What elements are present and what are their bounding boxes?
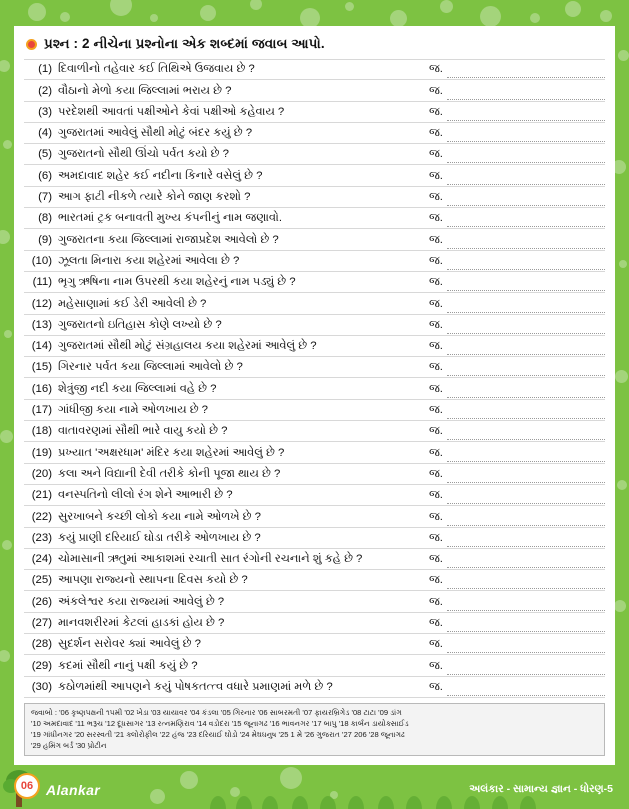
bubble-decor <box>615 370 628 383</box>
answer-blank-line[interactable] <box>447 555 605 568</box>
question-text: કદમાં સૌથી નાનું પક્ષી કયું છે ? <box>58 659 198 672</box>
question-text: પ્રખ્યાત 'અક્ષરધામ' મંદિર કયા શહેરમાં આવેલું છે ? <box>58 446 285 459</box>
bubble-decor <box>3 140 12 149</box>
question-text: વનસ્પતિનો લીલો રંગ શેને આભારી છે ? <box>58 489 233 502</box>
question-number: (24) <box>31 553 52 566</box>
question-text: ગુજરાતના કયા જિલ્લામાં રાજાપ્રદેશ આવેલો છે ? <box>58 233 279 246</box>
answer-blank-line[interactable] <box>447 619 605 632</box>
answer-label: જ. <box>429 425 443 438</box>
answer-blank-line[interactable] <box>447 300 605 313</box>
question-text: માનવશરીરમાં કેટલાં હાડકાં હોય છે ? <box>58 617 225 630</box>
question-row <box>24 251 605 272</box>
answer-blank-line[interactable] <box>447 129 605 142</box>
answer-label: જ. <box>429 148 443 161</box>
bubble-decor <box>110 0 132 16</box>
question-row <box>24 144 605 165</box>
question-number: (29) <box>31 659 52 672</box>
question-number: (12) <box>31 297 52 310</box>
question-text: શેત્રુંજી નદી કયા જિલ્લામાં વહે છે ? <box>58 382 217 395</box>
question-row <box>24 464 605 485</box>
question-number: (9) <box>38 233 52 246</box>
question-row <box>24 485 605 506</box>
question-number: (18) <box>31 425 52 438</box>
page-border-top <box>0 0 629 26</box>
bubble-decor <box>0 60 10 72</box>
question-text: સુરખાબને કચ્છી લોકો કયા નામે ઓળખે છે ? <box>58 510 261 523</box>
question-text: વૌઠાનો મેળો કયા જિલ્લામાં ભરાય છે ? <box>58 84 232 97</box>
question-number: (17) <box>31 404 52 417</box>
question-text: ગાંધીજી કયા નામે ઓળખાય છે ? <box>58 404 209 417</box>
answer-label: જ. <box>429 489 443 502</box>
question-row <box>24 549 605 570</box>
bubble-decor <box>150 14 158 22</box>
answer-blank-line[interactable] <box>447 363 605 376</box>
question-text: કલા અને વિદ્યાની દેવી તરીકે કોની પૂજા થાય છે ? <box>58 467 281 480</box>
bubble-decor <box>345 2 354 11</box>
brand-logo: Alankar <box>46 782 101 798</box>
question-text: વાતાવરણમાં સૌથી ભારે વાયુ કયો છે ? <box>58 425 228 438</box>
question-number: (23) <box>31 531 52 544</box>
page-footer <box>0 765 629 809</box>
page-border-left <box>0 0 14 809</box>
answer-field[interactable] <box>429 231 605 249</box>
bubble-decor <box>615 160 626 174</box>
answer-blank-line[interactable] <box>447 150 605 163</box>
answer-blank-line[interactable] <box>447 640 605 653</box>
answer-field[interactable] <box>429 316 605 334</box>
question-number: (26) <box>31 595 52 608</box>
answer-label: જ. <box>429 680 443 693</box>
question-text: ગુજરાતમાં આવેલું સૌથી મોટું બંદર કયું છે ? <box>58 127 253 140</box>
answer-field[interactable] <box>429 60 605 78</box>
answer-label: જ. <box>429 446 443 459</box>
answer-label: જ. <box>429 105 443 118</box>
question-number: (10) <box>31 254 52 267</box>
question-number: (2) <box>38 84 52 97</box>
question-text: આગ ફાટી નીકળે ત્યારે કોને જાણ કરશો ? <box>58 191 251 204</box>
page-number-badge: 06 <box>14 773 40 799</box>
answer-blank-line[interactable] <box>447 385 605 398</box>
question-text: ચોમાસાની ઋતુમાં આકાશમાં રચાતી સાત રંગોની રચનાને શું કહે છે ? <box>58 553 363 566</box>
answer-label: જ. <box>429 340 443 353</box>
answer-blank-line[interactable] <box>447 576 605 589</box>
question-text: આપણા રાજ્યનો સ્થાપના દિવસ કયો છે ? <box>58 574 248 587</box>
bubble-decor <box>250 0 262 10</box>
bubble-decor <box>0 230 10 244</box>
answer-label: જ. <box>429 617 443 630</box>
question-row <box>24 123 605 144</box>
answer-field[interactable] <box>429 188 605 206</box>
answer-key-line: '19 ગાંધીનગર '20 સરસ્વતી '21 ક્લોરોફીલ '22 હંજ '23 દરિયાઈ ઘોડો '24 મેઘધનુષ '25 1 મે '26 ગુજરાત '27 206 '28 જૂનાગઢ <box>31 729 405 739</box>
bubble-decor <box>0 430 13 443</box>
answer-key-box <box>24 703 605 756</box>
bullet-icon <box>26 39 37 50</box>
answer-key-line: જવાબો : '06 કૃષ્ણપક્ષની ૧૫મી '02 ખેડા '03 યાયાવર '04 કંડલા '05 ગિરનાર '06 સાબરમતી '07 ફાયરબ્રિગેડ '08 ટાટા '09 ડાંગ <box>31 707 402 717</box>
question-row <box>24 591 605 612</box>
answer-blank-line[interactable] <box>447 65 605 78</box>
answer-blank-line[interactable] <box>447 87 605 100</box>
answer-blank-line[interactable] <box>447 236 605 249</box>
question-number: (25) <box>31 574 52 587</box>
answer-blank-line[interactable] <box>447 406 605 419</box>
answer-label: જ. <box>429 84 443 97</box>
answer-blank-line[interactable] <box>447 534 605 547</box>
answer-label: જ. <box>429 659 443 672</box>
answer-blank-line[interactable] <box>447 342 605 355</box>
answer-field[interactable] <box>429 167 605 185</box>
answer-field[interactable] <box>429 358 605 376</box>
answer-field[interactable] <box>429 635 605 653</box>
question-number: (14) <box>31 340 52 353</box>
question-row <box>24 229 605 250</box>
worksheet-content <box>14 26 615 765</box>
question-row <box>24 506 605 527</box>
question-text: ગુજરાતનો સૌથી ઊંચો પર્વત કયો છે ? <box>58 148 229 161</box>
question-text: દિવાળીનો તહેવાર કઈ તિથિએ ઉજવાય છે ? <box>58 63 255 76</box>
question-row <box>24 59 605 80</box>
answer-blank-line[interactable] <box>447 321 605 334</box>
answer-blank-line[interactable] <box>447 257 605 270</box>
bubble-decor <box>615 600 626 612</box>
answer-field[interactable] <box>429 273 605 291</box>
answer-blank-line[interactable] <box>447 172 605 185</box>
answer-label: જ. <box>429 276 443 289</box>
answer-field[interactable] <box>429 401 605 419</box>
question-row <box>24 208 605 229</box>
answer-key-line: '29 હમિંગ બર્ડ '30 પ્રોટીન <box>31 740 107 750</box>
answer-field[interactable] <box>429 252 605 270</box>
answer-blank-line[interactable] <box>447 513 605 526</box>
question-row <box>24 187 605 208</box>
question-row <box>24 80 605 101</box>
answer-label: જ. <box>429 233 443 246</box>
question-text: સુદર્શન સરોવર ક્યાં આવેલું છે ? <box>58 638 201 651</box>
bubble-decor <box>440 0 453 13</box>
question-text: ગુજરાતનો ઇતિહાસ કોણે લખ્યો છે ? <box>58 318 222 331</box>
answer-field[interactable] <box>429 465 605 483</box>
question-number: (15) <box>31 361 52 374</box>
bubble-decor <box>600 10 612 22</box>
answer-label: જ. <box>429 553 443 566</box>
question-row <box>24 293 605 314</box>
question-number: (22) <box>31 510 52 523</box>
answer-label: જ. <box>429 467 443 480</box>
answer-label: જ. <box>429 254 443 267</box>
question-text: ઝૂલતા મિનારા કયા શહેરમાં આવેલા છે ? <box>58 254 240 267</box>
bubble-decor <box>390 10 407 26</box>
answer-field[interactable] <box>429 550 605 568</box>
answer-field[interactable] <box>429 529 605 547</box>
answer-blank-line[interactable] <box>447 662 605 675</box>
answer-label: જ. <box>429 212 443 225</box>
question-row <box>24 102 605 123</box>
section-heading-text: પ્રશ્ન : 2 નીચેના પ્રશ્નોના એક શબ્દમાં જવાબ આપો. <box>44 36 325 51</box>
answer-blank-line[interactable] <box>447 491 605 504</box>
answer-field[interactable] <box>429 295 605 313</box>
answer-label: જ. <box>429 297 443 310</box>
question-row <box>24 421 605 442</box>
question-number: (19) <box>31 446 52 459</box>
bubble-decor <box>619 260 627 268</box>
question-row <box>24 378 605 399</box>
bubble-decor <box>565 1 581 17</box>
answer-label: જ. <box>429 191 443 204</box>
question-text: અમદાવાદ શહેર કઈ નદીના કિનારે વસેલું છે ? <box>58 169 263 182</box>
answer-label: જ. <box>429 531 443 544</box>
question-text: કઠોળમાંથી આપણને કયું પોષકતત્ત્વ વધારે પ્રમાણમાં મળે છે ? <box>58 680 333 693</box>
answer-field[interactable] <box>429 103 605 121</box>
question-number: (8) <box>38 212 52 225</box>
question-number: (20) <box>31 467 52 480</box>
answer-field[interactable] <box>429 209 605 227</box>
question-text: ભૃગુ ઋષિના નામ ઉપરથી કયા શહેરનું નામ પડ્યું છે ? <box>58 276 296 289</box>
question-number: (1) <box>38 63 52 76</box>
question-number: (28) <box>31 638 52 651</box>
question-number: (13) <box>31 318 52 331</box>
question-number: (16) <box>31 382 52 395</box>
question-number: (7) <box>38 191 52 204</box>
answer-blank-line[interactable] <box>447 683 605 696</box>
bubble-decor <box>618 50 629 61</box>
answer-field[interactable] <box>429 124 605 142</box>
bubble-decor <box>60 12 70 22</box>
question-number: (27) <box>31 617 52 630</box>
question-text: અંકલેશ્વર કયા રાજ્યમાં આવેલું છે ? <box>58 595 225 608</box>
question-text: મહેસાણામાં કઈ ડેરી આવેલી છે ? <box>58 297 207 310</box>
answer-label: જ. <box>429 63 443 76</box>
bubble-decor <box>617 480 627 490</box>
answer-blank-line[interactable] <box>447 193 605 206</box>
answer-field[interactable] <box>429 657 605 675</box>
answer-label: જ. <box>429 361 443 374</box>
answer-label: જ. <box>429 510 443 523</box>
answer-field[interactable] <box>429 82 605 100</box>
question-row <box>24 400 605 421</box>
answer-blank-line[interactable] <box>447 278 605 291</box>
answer-field[interactable] <box>429 571 605 589</box>
question-number: (3) <box>38 105 52 118</box>
question-number: (4) <box>38 127 52 140</box>
answer-blank-line[interactable] <box>447 470 605 483</box>
answer-label: જ. <box>429 382 443 395</box>
answer-field[interactable] <box>429 380 605 398</box>
answer-field[interactable] <box>429 508 605 526</box>
question-row <box>24 272 605 293</box>
bubble-decor <box>0 650 10 662</box>
answer-label: જ. <box>429 638 443 651</box>
question-list <box>24 59 605 698</box>
question-text: ગિરનાર પર્વત કયા જિલ્લામાં આવેલો છે ? <box>58 361 243 374</box>
question-row <box>24 442 605 463</box>
question-row <box>24 336 605 357</box>
question-text: ભારતમાં ટ્રક બનાવતી મુખ્ય કંપનીનું નામ જણાવો. <box>58 212 283 225</box>
question-row <box>24 528 605 549</box>
question-row <box>24 315 605 336</box>
answer-blank-line[interactable] <box>447 108 605 121</box>
answer-blank-line[interactable] <box>447 598 605 611</box>
answer-field[interactable] <box>429 678 605 696</box>
answer-label: જ. <box>429 595 443 608</box>
answer-label: જ. <box>429 169 443 182</box>
bubble-decor <box>4 330 12 338</box>
question-number: (11) <box>32 276 52 289</box>
question-row <box>24 677 605 698</box>
answer-field[interactable] <box>429 422 605 440</box>
question-row <box>24 570 605 591</box>
question-number: (6) <box>38 169 52 182</box>
bubble-decor <box>300 8 320 26</box>
question-number: (30) <box>31 680 52 693</box>
question-row <box>24 634 605 655</box>
answer-label: જ. <box>429 574 443 587</box>
question-text: કયું પ્રાણી દરિયાઈ ઘોડા તરીકે ઓળખાય છે ? <box>58 531 261 544</box>
answer-label: જ. <box>429 318 443 331</box>
question-row <box>24 613 605 634</box>
bubble-decor <box>200 5 216 21</box>
question-row <box>24 165 605 186</box>
answer-field[interactable] <box>429 486 605 504</box>
answer-label: જ. <box>429 404 443 417</box>
question-row <box>24 357 605 378</box>
answer-blank-line[interactable] <box>447 427 605 440</box>
answer-label: જ. <box>429 127 443 140</box>
section-heading <box>24 32 605 58</box>
answer-field[interactable] <box>429 444 605 462</box>
answer-blank-line[interactable] <box>447 214 605 227</box>
footer-book-title: અલંકાર - સામાન્ય જ્ઞાન - ધોરણ-5 <box>469 783 613 795</box>
answer-blank-line[interactable] <box>447 449 605 462</box>
bubble-decor <box>2 540 12 550</box>
bubble-decor <box>480 6 501 26</box>
question-text: પરદેશથી આવતાં પક્ષીઓને કેવાં પક્ષીઓ કહેવાય ? <box>58 105 285 118</box>
bubble-decor <box>28 3 46 21</box>
page-border-right <box>615 0 629 809</box>
question-row <box>24 655 605 676</box>
answer-field[interactable] <box>429 145 605 163</box>
question-number: (21) <box>31 489 52 502</box>
question-text: ગુજરાતમાં સૌથી મોટું સંગ્રહાલય કયા શહેરમાં આવેલું છે ? <box>58 340 317 353</box>
question-number: (5) <box>38 148 52 161</box>
bubble-decor <box>530 13 540 23</box>
answer-field[interactable] <box>429 614 605 632</box>
answer-key-line: '10 અમદાવાદ '11 ભરૂચ '12 દૂધસાગર '13 રત્નમણિરાવ '14 વડોદરા '15 જૂનાગઢ '16 ભાવનગર '17 બાપુ '18 કાર્બન ડાયોક્સાઈડ <box>31 718 409 728</box>
answer-field[interactable] <box>429 593 605 611</box>
answer-field[interactable] <box>429 337 605 355</box>
